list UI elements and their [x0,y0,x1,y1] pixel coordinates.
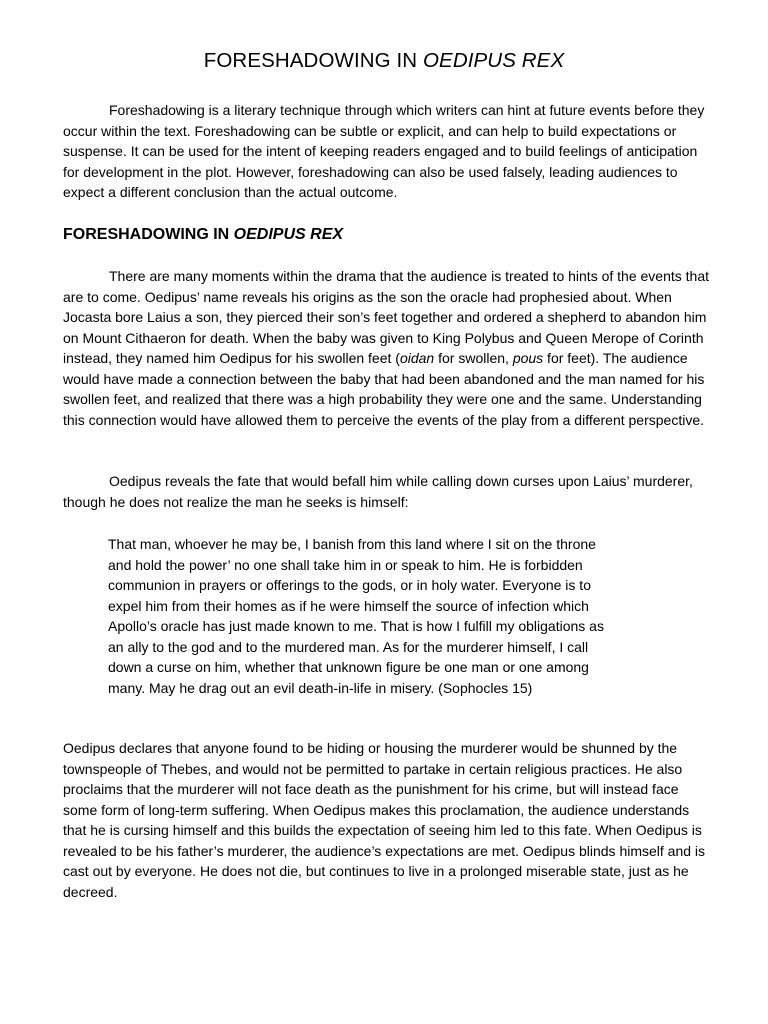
section-heading-text: FORESHADOWING IN [63,226,234,243]
body-paragraph-analysis: Oedipus declares that anyone found to be hiding or housing the murderer would be shunned by the townspeople of Thebes, and would not be permitted to partake in certain religious practices. He also proclaims that the murderer will not face death as the punishment for his crime, but will instead face some form of long-term suffering. When Oedipus makes this proclamation, the audience understands that he is cursing himself and this builds the expectation of seeing him led to this fate. When Oedipus is revealed to be his father’s murderer, the audience’s expectations are met. Oedipus blinds himself and is cast out by everyone. He does not die, but continues to live in a prolonged miserable state, just as he decreed. [63,740,706,900]
para2-text-1: There are many moments within the drama that the audience is treated to hints of the events that are to come. Oedipus’ name reveals his origins as the son the oracle had prophesied about. When Jocasta bore Laius a son, they pierced their son’s feet together and ordered a shepherd to abandon him on Mount Cithaeron for death. When the baby was given to King Polybus and Queen Merope of Corinth instead, they named him Oedipus for his swollen feet ( [63,268,709,366]
section-heading [63,225,343,245]
intro-paragraph: Foreshadowing is a literary technique through which writers can hint at future events before they occur within the text. Foreshadowing can be subtle or explicit, and can help to build expectations or suspense. It can be used for the intent of keeping readers engaged and to build feelings of anticipation for development in the plot. However, foreshadowing can also be used falsely, leading audiences to expect a different conclusion than the actual outcome. [63,102,705,200]
section-heading-italic-text: OEDIPUS REX [233,226,344,243]
para2-text-2: for swollen, [434,350,513,366]
title-text: FORESHADOWING IN [203,49,423,72]
title-italic-text: OEDIPUS REX [423,49,565,72]
block-quote: That man, whoever he may be, I banish from this land where I sit on the throne and hold the power’ no one shall take him in or speak to him. He is forbidden communion in prayers or offerings to the gods, or in holy water. Everyone is to expel him from their homes as if he were himself the source of infection which Apollo’s oracle has just made known to me. That is how I fulfill my obligations as an ally to the god and to the murdered man. As for the murderer himself, I call down a curse on him, whether that unknown figure be one man or one among many. May he drag out an evil death-in-life in misery. (Sophocles 15) [108,536,604,696]
para2-text-3: for feet). The audience would have made a connection between the baby that had been abandoned and the man named for his swollen feet, and realized that there was a high probability they were one and the same. Understanding this connection would have allowed them to perceive the events of the play from a different perspective. [63,350,705,428]
page-title [0,48,768,74]
body-paragraph-curse-intro: Oedipus reveals the fate that would befall him while calling down curses upon Laius’ murderer, though he does not realize the man he seeks is himself: [63,473,693,510]
para2-italic-pous: pous [512,350,544,366]
body-paragraph-name-origin [63,266,713,430]
para2-italic-oidan: oidan [399,350,435,366]
